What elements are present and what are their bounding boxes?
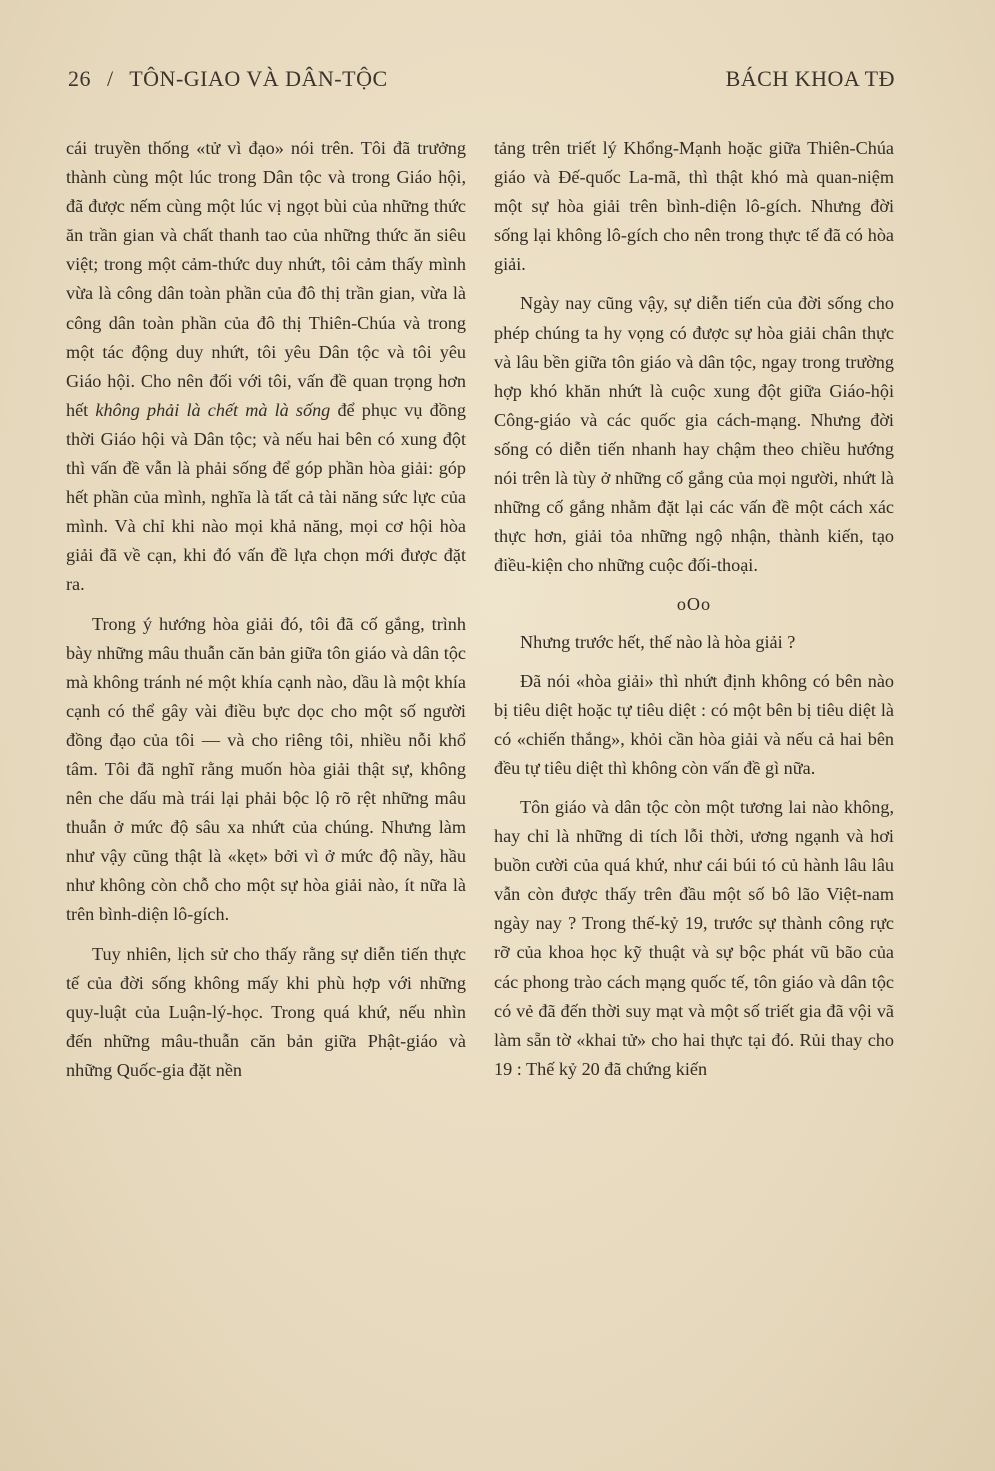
section-separator: oOo <box>676 594 712 615</box>
page-number: 26 <box>68 66 91 91</box>
right-paragraph-5: Tôn giáo và dân tộc còn một tương lai nào không, hay chỉ là những di tích lỗi thời, ương ngạnh và hơi buồn cười của quá khứ, như cái búi tó củ hành lâu lâu vẫn còn được thấy trên đầu một số bô lão Việt-nam ngày nay ? Trong thế-kỷ 19, trước sự thành công rực rỡ của khoa học kỹ thuật và sự bộc phát vũ bão của các phong trào cách mạng quốc tế, tôn giáo và dân tộc có vẻ đã đến thời suy mạt và một số triết gia đã vội vã làm sẵn tờ «khai tử» cho hai thực tại đó. Rủi thay cho 19 : Thế kỷ 20 đã chứng kiến <box>494 796 894 1079</box>
left-paragraph-1 <box>66 134 466 600</box>
right-paragraph-2: Ngày nay cũng vậy, sự diễn tiến của đời sống cho phép chúng ta hy vọng có được sự hòa giải chân thực và lâu bền giữa tôn giáo và dân tộc, ngay trong trường hợp khó khăn nhứt là cuộc xung đột giữa Giáo-hội Công-giáo và các quốc gia cách-mạng. Nhưng đời sống có diễn tiến nhanh hay chậm theo chiều hướng nói trên là tùy ở những cố gắng của mọi người, nhứt là những cố gắng nhằm đặt lại các vấn đề một cách xác thực hơn, giải tỏa những ngộ nhận, thành kiến, tạo điều-kiện cho những cuộc đối-thoại. <box>494 293 894 576</box>
right-paragraph-3: Nhưng trước hết, thế nào là hòa giải ? <box>520 631 796 652</box>
header-left <box>68 66 398 92</box>
left-paragraph-3: Tuy nhiên, lịch sử cho thấy rằng sự diễn tiến thực tế của đời sống không mấy khi phù hợp với những quy-luật của Luận-lý-học. Trong quá khứ, nếu nhìn đến những mâu-thuẫn căn bản giữa Phật-giáo và những Quốc-gia đặt nền <box>66 943 466 1080</box>
right-paragraph-1: tảng trên triết lý Khổng-Mạnh hoặc giữa Thiên-Chúa giáo và Đế-quốc La-mã, thì thật khó mà quan-niệm một sự hòa giải trên bình-diện lô-gích. Nhưng đời sống lại không lô-gích cho nên trong thực tế đã có hòa giải. <box>494 138 894 275</box>
section-title: TÔN-GIAO VÀ DÂN-TỘC <box>129 66 388 91</box>
left-p1-text: cái truyền thống «tử vì đạo» nói trên. Tôi đã trưởng thành cùng một lúc trong Dân tộc và trong Giáo hội, đã được nếm cùng một lúc vị ngọt bùi của những thức ăn trần gian và chất thanh tao của những thức ăn siêu việt; trong một cảm-thức duy nhứt, tôi cảm thấy mình vừa là công dân toàn phần của đô thị trần gian, vừa là công dân toàn phần của đô thị Thiên-Chúa và trong một tác động duy nhứt, tôi yêu Dân tộc và tôi yêu Giáo hội. Cho nên đối với tôi, vấn đề quan trọng hơn hết <box>66 138 466 420</box>
right-column <box>494 134 894 1094</box>
left-p1-emphasis: không phải là chết mà là sống <box>95 399 331 420</box>
left-paragraph-2: Trong ý hướng hòa giải đó, tôi đã cố gắng, trình bày những mâu thuẫn căn bản giữa tôn giáo và dân tộc mà không tránh né một khía cạnh nào, dầu là một khía cạnh có thể gây vài điều bực dọc cho một số người đồng đạo của tôi — và cho riêng tôi, nhiều nỗi khổ tâm. Tôi đã nghĩ rằng muốn hòa giải thật sự, không nên che dấu mà trái lại phải bộc lộ rõ rệt những mâu thuẫn ở mức độ sâu xa nhứt của chúng. Nhưng làm như vậy cũng thật là «kẹt» bởi vì ở mức độ nầy, hầu như không còn chỗ cho một sự hòa giải nào, ít nữa là trên bình-diện lô-gích. <box>66 613 466 925</box>
page-header <box>68 66 895 100</box>
header-separator: / <box>107 66 114 91</box>
left-column <box>66 134 466 1095</box>
right-paragraph-4: Đã nói «hòa giải» thì nhứt định không có bên nào bị tiêu diệt hoặc tự tiêu diệt : có một bên bị tiêu diệt là có «chiến thắng», khỏi cần hòa giải và nếu cả hai bên đều tự tiêu diệt thì không còn vấn đề gì nữa. <box>494 670 894 778</box>
magazine-title: BÁCH KHOA TĐ <box>725 66 895 91</box>
left-p1-end: để phục vụ đồng thời Giáo hội và Dân tộc; và nếu hai bên có xung đột thì vấn đề vẫn là phải sống để góp phần hòa giải: góp hết phần của mình, nghĩa là tất cả tài năng sức lực của mình. Và chỉ khi nào mọi khả năng, mọi cơ hội hòa giải đã về cạn, khi đó vấn đề lựa chọn mới được đặt ra. <box>66 399 466 595</box>
